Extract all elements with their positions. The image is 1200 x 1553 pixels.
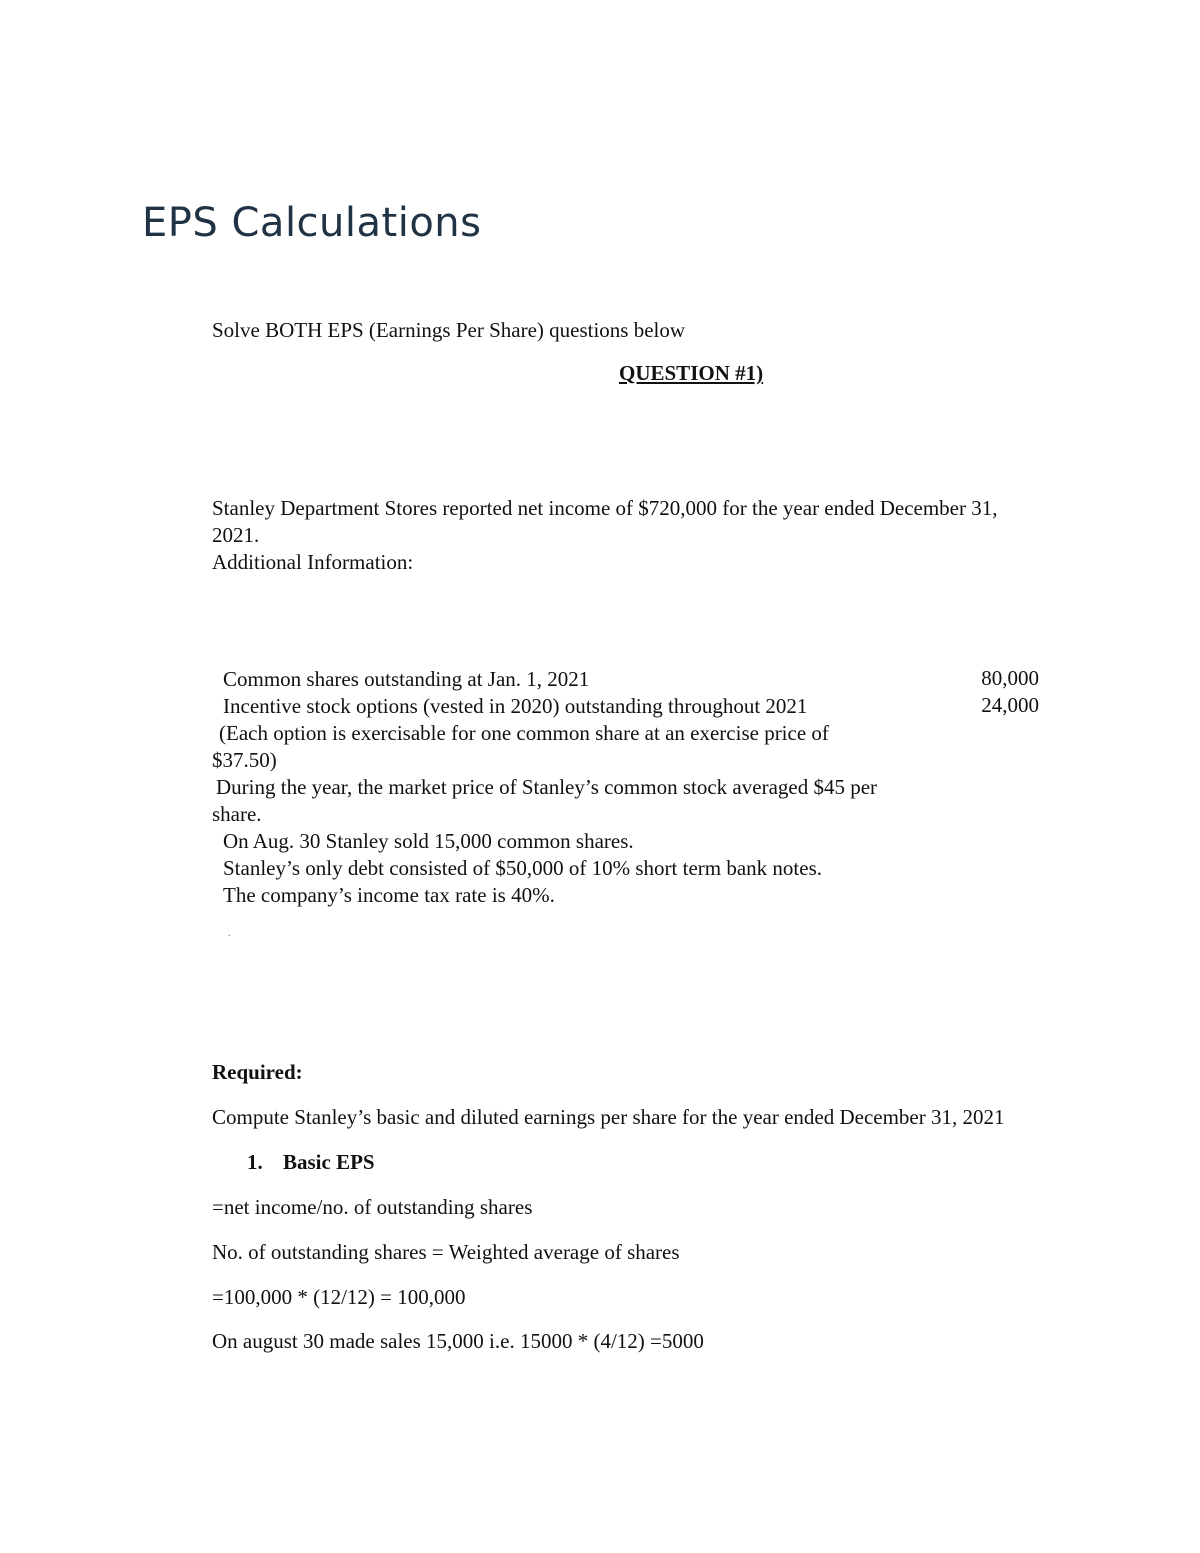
stray-dot: . (228, 928, 231, 939)
required-text: Compute Stanley’s basic and diluted earnings per share for the year ended December 31, 2021 (212, 1105, 1005, 1129)
info-item-value: 80,000 (981, 666, 1039, 690)
solution-line: =100,000 * (12/12) = 100,000 (212, 1285, 466, 1309)
info-item-text: Incentive stock options (vested in 2020) outstanding throughout 2021 (223, 694, 808, 718)
list-item-basic-eps: Basic EPS (283, 1150, 375, 1174)
solution-line: No. of outstanding shares = Weighted average of shares (212, 1240, 680, 1264)
note-line: The company’s income tax rate is 40%. (223, 883, 555, 907)
problem-line-2: 2021. (212, 523, 260, 547)
note-line: During the year, the market price of Stanley’s common stock averaged $45 per (216, 775, 878, 799)
additional-info-label: Additional Information: (212, 550, 414, 574)
question-heading: QUESTION #1) (619, 361, 764, 385)
solution-line: On august 30 made sales 15,000 i.e. 15000 * (4/12) =5000 (212, 1329, 704, 1353)
problem-line-1: Stanley Department Stores reported net income of $720,000 for the year ended December 31, (212, 496, 998, 520)
note-line: Stanley’s only debt consisted of $50,000 of 10% short term bank notes. (223, 856, 823, 880)
note-line: (Each option is exercisable for one common share at an exercise price of (219, 721, 829, 745)
info-item-text: Common shares outstanding at Jan. 1, 2021 (223, 667, 590, 691)
note-line: On Aug. 30 Stanley sold 15,000 common shares. (223, 829, 634, 853)
solution-line: =net income/no. of outstanding shares (212, 1195, 533, 1219)
list-number: 1. (247, 1150, 263, 1174)
note-line: share. (212, 802, 262, 826)
intro-text: Solve BOTH EPS (Earnings Per Share) questions below (212, 318, 686, 342)
page-title: EPS Calculations (142, 200, 482, 246)
note-line: $37.50) (212, 748, 277, 772)
required-label: Required: (212, 1060, 303, 1084)
info-item-value: 24,000 (981, 693, 1039, 717)
